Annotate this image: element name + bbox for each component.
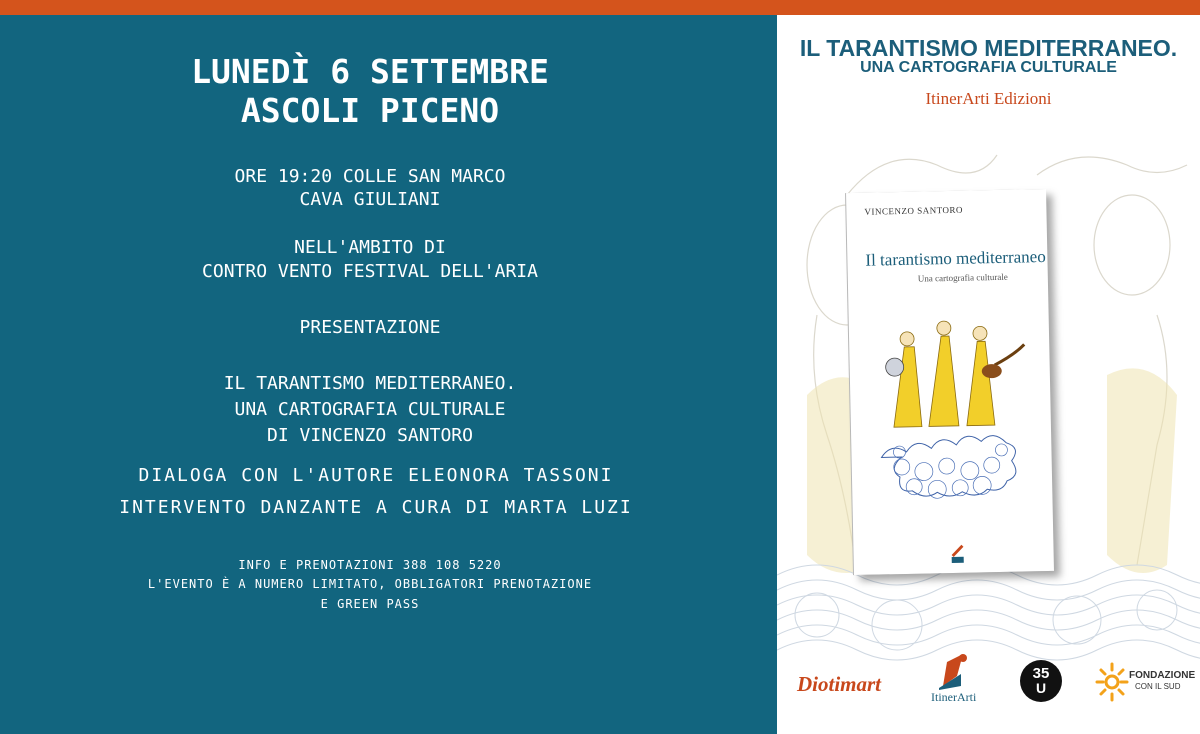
sun-icon bbox=[1095, 662, 1129, 702]
event-venue: CAVA GIULIANI bbox=[299, 189, 441, 210]
notice-line-2: E GREEN PASS bbox=[320, 597, 420, 611]
publisher-name: ItinerArti Edizioni bbox=[925, 89, 1052, 108]
fondazione-con-il-sud-logo bbox=[1095, 662, 1195, 702]
book-illustration bbox=[848, 304, 1053, 538]
book-author-line: DI VINCENZO SANTORO bbox=[267, 425, 473, 446]
top-stripe bbox=[0, 0, 1200, 15]
event-city: ASCOLI PICENO bbox=[240, 91, 500, 130]
book-cover bbox=[846, 189, 1054, 575]
event-context-label: NELL'AMBITO DI bbox=[294, 237, 446, 258]
badge-number: 35 bbox=[1032, 665, 1050, 682]
book-subtitle: Una cartografia culturale bbox=[917, 271, 1008, 284]
fondazione-label: FONDAZIONE bbox=[1129, 670, 1196, 681]
book-title: Il tarantismo mediterraneo bbox=[865, 246, 1046, 270]
dialogue-line: DIALOGA CON L'AUTORE ELEONORA TASSONI bbox=[138, 465, 614, 486]
cover-subtitle: UNA CARTOGRAFIA CULTURALE bbox=[860, 59, 1117, 76]
partner-logos bbox=[777, 652, 1200, 712]
notice-line: L'EVENTO È A NUMERO LIMITATO, OBBLIGATORI PRENOTAZIONE bbox=[147, 577, 593, 591]
con-il-sud-label: CON IL SUD bbox=[1135, 682, 1181, 691]
event-festival: CONTRO VENTO FESTIVAL DELL'ARIA bbox=[202, 261, 538, 282]
publisher-small-logo bbox=[949, 543, 965, 565]
itinerarti-logo: ItinerArti bbox=[931, 690, 977, 704]
book-title-line: IL TARANTISMO MEDITERRANEO. bbox=[223, 373, 517, 394]
event-time: ORE 19:20 COLLE SAN MARCO bbox=[234, 166, 506, 187]
presentation-label: PRESENTAZIONE bbox=[299, 317, 441, 338]
badge-letter: U bbox=[1035, 680, 1047, 696]
book-subtitle-line: UNA CARTOGRAFIA CULTURALE bbox=[234, 399, 506, 420]
event-info-panel bbox=[0, 15, 777, 734]
cover-title: IL TARANTISMO MEDITERRANEO. bbox=[799, 35, 1178, 61]
book-author: VINCENZO SANTORO bbox=[864, 204, 964, 217]
diotimart-logo: Diotimart bbox=[797, 672, 882, 696]
book-cover-panel bbox=[777, 15, 1200, 734]
dance-line: INTERVENTO DANZANTE A CURA DI MARTA LUZI bbox=[119, 497, 633, 518]
event-date: LUNEDÌ 6 SETTEMBRE bbox=[191, 52, 549, 91]
anniversary-badge bbox=[1020, 660, 1062, 702]
info-line: INFO E PRENOTAZIONI 388 108 5220 bbox=[238, 558, 502, 572]
